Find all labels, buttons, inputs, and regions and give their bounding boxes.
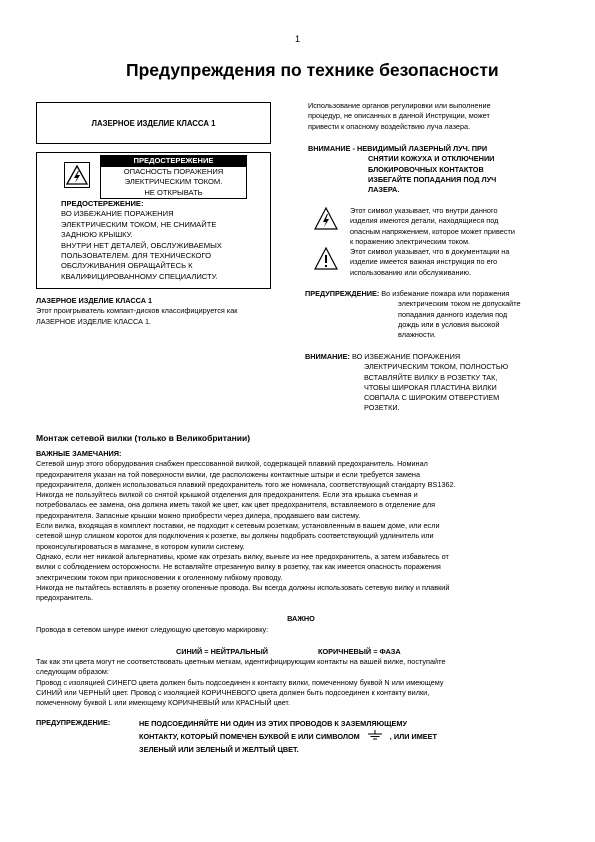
laser-class-section — [36, 296, 238, 327]
caution-text — [61, 199, 261, 282]
notes-line: Никогда не пытайтесь вставлять в розетку оголенные провода. Вы всегда должны использовать сетевую вилку и плавкий — [36, 582, 450, 592]
blue-wire: СИНИЙ = НЕЙТРАЛЬНЫЙ — [176, 647, 269, 656]
attention-label: ВНИМАНИЕ: — [305, 352, 350, 361]
exclamation-symbol-icon — [313, 246, 339, 272]
usage-line: процедур, не описанных в данной Инструкции, может — [308, 111, 490, 121]
warning-line: попадания данного изделия под — [398, 309, 508, 319]
notes-line: Однако, если нет никакой альтернативы, кроме как отрезать вилку, выньте из нее предохранитель, а затем избавьтесь от — [36, 551, 449, 561]
attention-line: ВО ИЗБЕЖАНИЕ ПОРАЖЕНИЯ — [351, 352, 461, 361]
warning-label: ПРЕДУПРЕЖДЕНИЕ: — [305, 289, 380, 298]
caution-header-box — [100, 155, 247, 199]
laser-class-line: ЛАЗЕРНОЕ ИЗДЕЛИЕ КЛАССА 1. — [36, 316, 152, 326]
notes-line: сетевой шнур слишком короток для подключения к розетке, вы должны подобрать соответствующий удлинитель или — [36, 531, 434, 541]
caution-line: НЕ ОТКРЫВАТЬ — [144, 187, 203, 197]
caution-text-line: ЭЛЕКТРИЧЕСКИМ ТОКОМ, НЕ СНИМАЙТЕ — [61, 219, 217, 229]
caution-header: ПРЕДОСТЕРЕЖЕНИЕ — [101, 156, 246, 167]
page-number: 1 — [295, 34, 301, 44]
final-warning-line: , ИЛИ ИМЕЕТ — [389, 731, 438, 741]
usage-line: привести к опасному воздействию луча лазера. — [308, 121, 471, 131]
page-title: Предупреждения по технике безопасности — [126, 60, 499, 80]
plug-notes — [36, 449, 566, 603]
symbol1-line: опасным напряжением, которое может привести — [350, 226, 515, 236]
caution-text-line: ОБСЛУЖИВАНИЯ ОБРАЩАЙТЕСЬ К — [61, 261, 193, 271]
notes-line: проконсультироваться в магазине, в котором купили систему. — [36, 541, 245, 551]
wiring-instructions — [36, 657, 566, 708]
notes-line: предохранитель. — [36, 593, 94, 603]
laser-attention-line: ВНИМАНИЕ - НЕВИДИМЫЙ ЛАЗЕРНЫЙ ЛУЧ. ПРИ — [308, 144, 488, 153]
symbol1-text — [350, 206, 515, 247]
laser-attention-line: ЛАЗЕРА. — [368, 185, 400, 195]
notes-line: потребовалась ее замена, она должна иметь такой же цвет, как цвет предохранителя, вставляемого в отделение для — [36, 500, 436, 510]
caution-text-line: ПОЛЬЗОВАТЕЛЕМ. ДЛЯ ТЕХНИЧЕСКОГО — [61, 251, 212, 261]
ground-symbol-icon — [366, 730, 384, 744]
wiring-line: Так как эти цвета могут не соответствовать цветным меткам, идентифицирующим контакты на вашей вилке, поступайте — [36, 657, 446, 666]
final-warning-line-2 — [139, 730, 579, 744]
laser-class-line: Этот проигрыватель компакт-дисков классифицируется как — [36, 306, 238, 316]
laser-class-title: ЛАЗЕРНОЕ ИЗДЕЛИЕ КЛАССА 1 — [36, 296, 153, 305]
important-heading: ВАЖНО — [287, 614, 315, 623]
notes-line: предохранителя указан на той поверхности вилки, где расположены контактные штыри и если требуется замена — [36, 469, 421, 479]
caution-text-line: КВАЛИФИЦИРОВАННОМУ СПЕЦИАЛИСТУ. — [61, 271, 218, 281]
final-warning-line: НЕ ПОДСОЕДИНЯЙТЕ НИ ОДИН ИЗ ЭТИХ ПРОВОДОВ К ЗАЗЕМЛЯЮЩЕМУ — [139, 719, 408, 728]
usage-paragraph — [308, 101, 491, 132]
notes-line: предохранителя, должен использоваться плавкий предохранитель того же номинала, соответствующий стандарту BS1362. — [36, 479, 456, 489]
laser-attention-line: ИЗБЕГАЙТЕ ПОПАДАНИЯ ПОД ЛУЧ — [368, 174, 497, 184]
symbol1-line: к поражению электрическим током. — [350, 236, 471, 246]
warning-line: влажности. — [398, 330, 437, 340]
symbol2-line: изделие имеется важная инструкция по его — [350, 257, 498, 267]
wiring-line: Провод с изоляцией СИНЕГО цвета должен быть подсоединен к контакту вилки, помеченному буквой N или имеющему — [36, 677, 444, 687]
wiring-line: СИНИЙ или ЧЕРНЫЙ цвет. Провод с изоляцией КОРИЧНЕВОГО цвета должен быть подсоединен к контакту вилки, — [36, 687, 430, 697]
attention-line: ВСТАВЛЯЙТЕ ВИЛКУ В РОЗЕТКУ ТАК, — [364, 372, 498, 382]
brown-wire: КОРИЧНЕВЫЙ = ФАЗА — [318, 647, 401, 656]
caution-label: ПРЕДОСТЕРЕЖЕНИЕ: — [61, 199, 144, 208]
attention-block — [305, 352, 575, 414]
attention-line: СОВПАЛА С ШИРОКИМ ОТВЕРСТИЕМ — [364, 393, 500, 403]
notes-line: Если вилка, входящая в комплект поставки, не подходит к сетевым розеткам, установленным в вашем доме, или если — [36, 521, 440, 531]
final-warning-line: КОНТАКТУ, КОТОРЫЙ ПОМЕЧЕН БУКВОЙ Е ИЛИ СИМВОЛОМ — [139, 731, 360, 741]
caution-line: ЭЛЕКТРИЧЕСКИМ ТОКОМ. — [124, 177, 223, 186]
laser-attention — [308, 144, 496, 195]
attention-line: РОЗЕТКИ. — [364, 403, 400, 413]
attention-line: ЧТОБЫ ШИРОКАЯ ПЛАСТИНА ВИЛКИ — [364, 382, 497, 392]
notes-line: Сетевой шнур этого оборудования снабжен прессованной вилкой, содержащей плавкий предохранитель. Номинал — [36, 459, 428, 469]
notes-label: ВАЖНЫЕ ЗАМЕЧАНИЯ: — [36, 449, 122, 458]
symbol2-line: использованию или обслуживанию. — [350, 267, 472, 277]
caution-text-line: ВО ИЗБЕЖАНИЕ ПОРАЖЕНИЯ — [61, 209, 174, 219]
symbol1-line: изделия имеются детали, находящиеся под — [350, 216, 499, 226]
symbol2-text — [350, 247, 509, 278]
wiring-line: следующим образом: — [36, 667, 109, 677]
warning-block — [305, 289, 575, 340]
laser-class-box — [36, 102, 271, 144]
notes-line: вилки с соблюдением осторожности. Не вставляйте отрезанную вилку в розетку, так как имеется опасность поражения — [36, 562, 441, 572]
usage-line: Использование органов регулировки или выполнение — [308, 101, 491, 110]
notes-line: электрическим током при прикосновении к оголенному гибкому проводу. — [36, 572, 283, 582]
attention-line: ЭЛЕКТРИЧЕСКИМ ТОКОМ, ПОЛНОСТЬЮ — [364, 362, 509, 372]
wiring-line: помеченному буквой L или имеющему КОРИЧНЕВЫЙ или КРАСНЫЙ цвет. — [36, 698, 290, 708]
plug-heading: Монтаж сетевой вилки (только в Великобритании) — [36, 433, 251, 443]
notes-line: предохранителя. Запасные крышки можно приобрести через дилера, продавшего вам систему. — [36, 510, 361, 520]
caution-text-line: ЗАДНЮЮ КРЫШКУ. — [61, 230, 133, 240]
wires-intro: Провода в сетевом шнуре имеют следующую цветовую маркировку: — [36, 625, 269, 634]
final-warning-text — [139, 718, 579, 756]
warning-line: Во избежание пожара или поражения — [381, 289, 510, 298]
caution-line: ОПАСНОСТЬ ПОРАЖЕНИЯ — [123, 166, 224, 176]
laser-attention-line: БЛОКИРОВОЧНЫХ КОНТАКТОВ — [368, 164, 484, 174]
lightning-symbol-icon — [313, 206, 339, 232]
final-warning-line: ЗЕЛЕНЫЙ ИЛИ ЗЕЛЕНЫЙ И ЖЕЛТЫЙ ЦВЕТ. — [139, 745, 299, 754]
laser-class-box-text: ЛАЗЕРНОЕ ИЗДЕЛИЕ КЛАССА 1 — [91, 118, 216, 128]
laser-attention-line: СНЯТИИ КОЖУХА И ОТКЛЮЧЕНИИ — [368, 154, 495, 164]
warning-line: электрическим током не допускайте — [398, 299, 521, 309]
final-warning-label: ПРЕДУПРЕЖДЕНИЕ: — [36, 718, 111, 727]
symbol1-line: Этот символ указывает, что внутри данного — [350, 206, 498, 215]
lightning-warning-icon — [64, 162, 90, 188]
warning-line: дождь или в условия высокой — [398, 319, 500, 329]
caution-text-line: ВНУТРИ НЕТ ДЕТАЛЕЙ, ОБСЛУЖИВАЕМЫХ — [61, 240, 222, 250]
notes-line: Никогда не пользуйтесь вилкой со снятой крышкой отделения для предохранителя. Если эта крышка съемная и — [36, 490, 418, 500]
symbol2-line: Этот символ указывает, что в документации на — [350, 247, 510, 256]
